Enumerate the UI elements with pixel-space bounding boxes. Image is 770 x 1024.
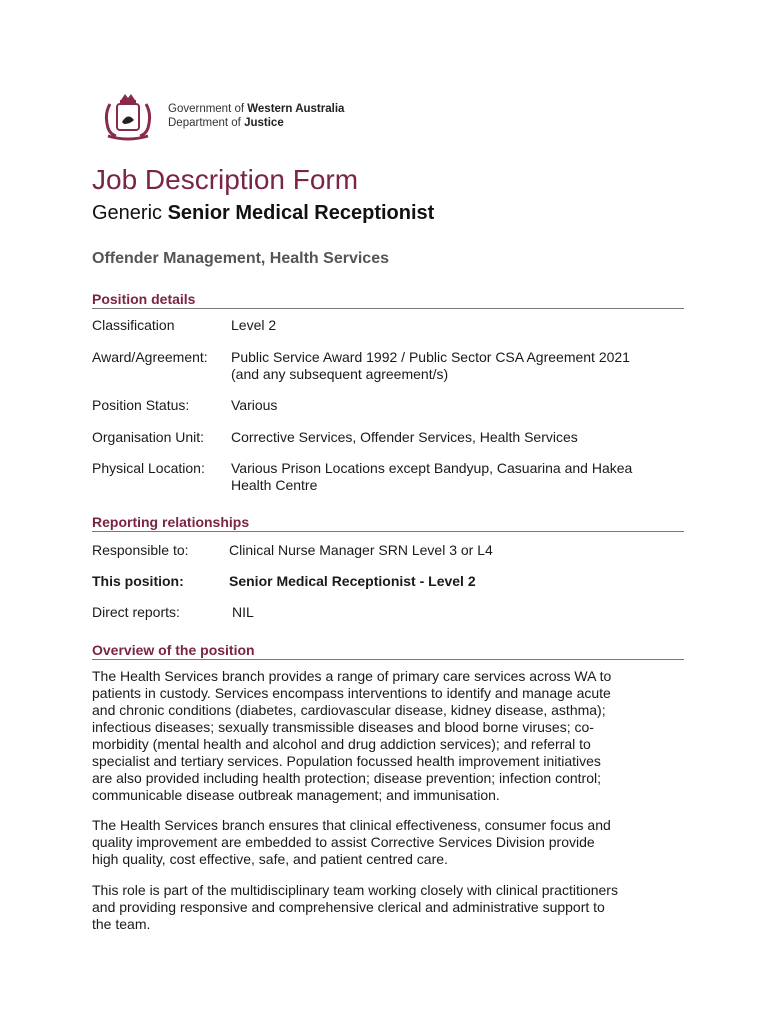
detail-value: Various xyxy=(231,397,278,413)
coat-of-arms-icon xyxy=(100,90,156,142)
reporting-value: Clinical Nurse Manager SRN Level 3 or L4 xyxy=(229,542,493,558)
reporting-value: Senior Medical Receptionist - Level 2 xyxy=(229,573,476,589)
section-heading-overview: Overview of the position xyxy=(92,642,684,660)
division-name: Offender Management, Health Services xyxy=(92,250,389,267)
detail-value: Public Service Award 1992 / Public Sector CSA Agreement 2021 (and any subsequent agreement/s) xyxy=(231,349,630,382)
detail-label: Physical Location: xyxy=(92,460,205,476)
detail-label: Position Status: xyxy=(92,397,190,413)
detail-value: Corrective Services, Offender Services, Health Services xyxy=(231,429,578,445)
reporting-label: Responsible to: xyxy=(92,542,189,558)
overview-paragraph-1: The Health Services branch provides a range of primary care services across WA to patients in custody. Services encompass interventions to identify and manage acute and chronic conditions (diabetes, cardiovascular disease, kidney disease, asthma); infectious diseases; sexually transmissible diseases and blood borne viruses; co- morbidity (mental health and alcohol and drug addiction services); and referral to specialist and tertiary services. Population focussed health improvement initiatives are also provided including health protection; disease prevention; infection control; communicable disease outbreak management; and immunisation. xyxy=(92,668,612,803)
overview-paragraph-2: The Health Services branch ensures that clinical effectiveness, consumer focus and quality improvement are embedded to assist Corrective Services Division provide high quality, cost effective, safe, and patient centred care. xyxy=(92,817,611,867)
detail-label: Award/Agreement: xyxy=(92,349,208,365)
reporting-row-responsible xyxy=(92,542,684,559)
section-heading-position-details: Position details xyxy=(92,291,684,309)
section-heading-reporting: Reporting relationships xyxy=(92,514,684,532)
reporting-label: Direct reports: xyxy=(92,604,180,620)
page-subtitle: Generic Senior Medical Receptionist xyxy=(92,202,435,224)
detail-row-award xyxy=(92,349,684,383)
header-logo xyxy=(100,90,344,142)
department-name: Government of Western Australia Department of Justice xyxy=(168,103,345,129)
detail-row-org-unit xyxy=(92,429,684,446)
detail-value: Various Prison Locations except Bandyup, Casuarina and Hakea Health Centre xyxy=(231,460,633,493)
detail-row-status xyxy=(92,397,684,414)
reporting-label: This position: xyxy=(92,573,184,589)
reporting-value: NIL xyxy=(232,604,254,620)
detail-label: Organisation Unit: xyxy=(92,429,205,445)
reporting-row-this-position xyxy=(92,573,684,590)
detail-value: Level 2 xyxy=(231,317,277,333)
detail-label: Classification xyxy=(92,317,175,333)
reporting-row-direct-reports xyxy=(92,604,684,621)
detail-row-location xyxy=(92,460,684,494)
page-title: Job Description Form xyxy=(92,164,359,195)
detail-row-classification xyxy=(92,317,684,334)
overview-paragraph-3: This role is part of the multidisciplinary team working closely with clinical practitioners and providing responsive and comprehensive clerical and administrative support to the team. xyxy=(92,882,618,932)
